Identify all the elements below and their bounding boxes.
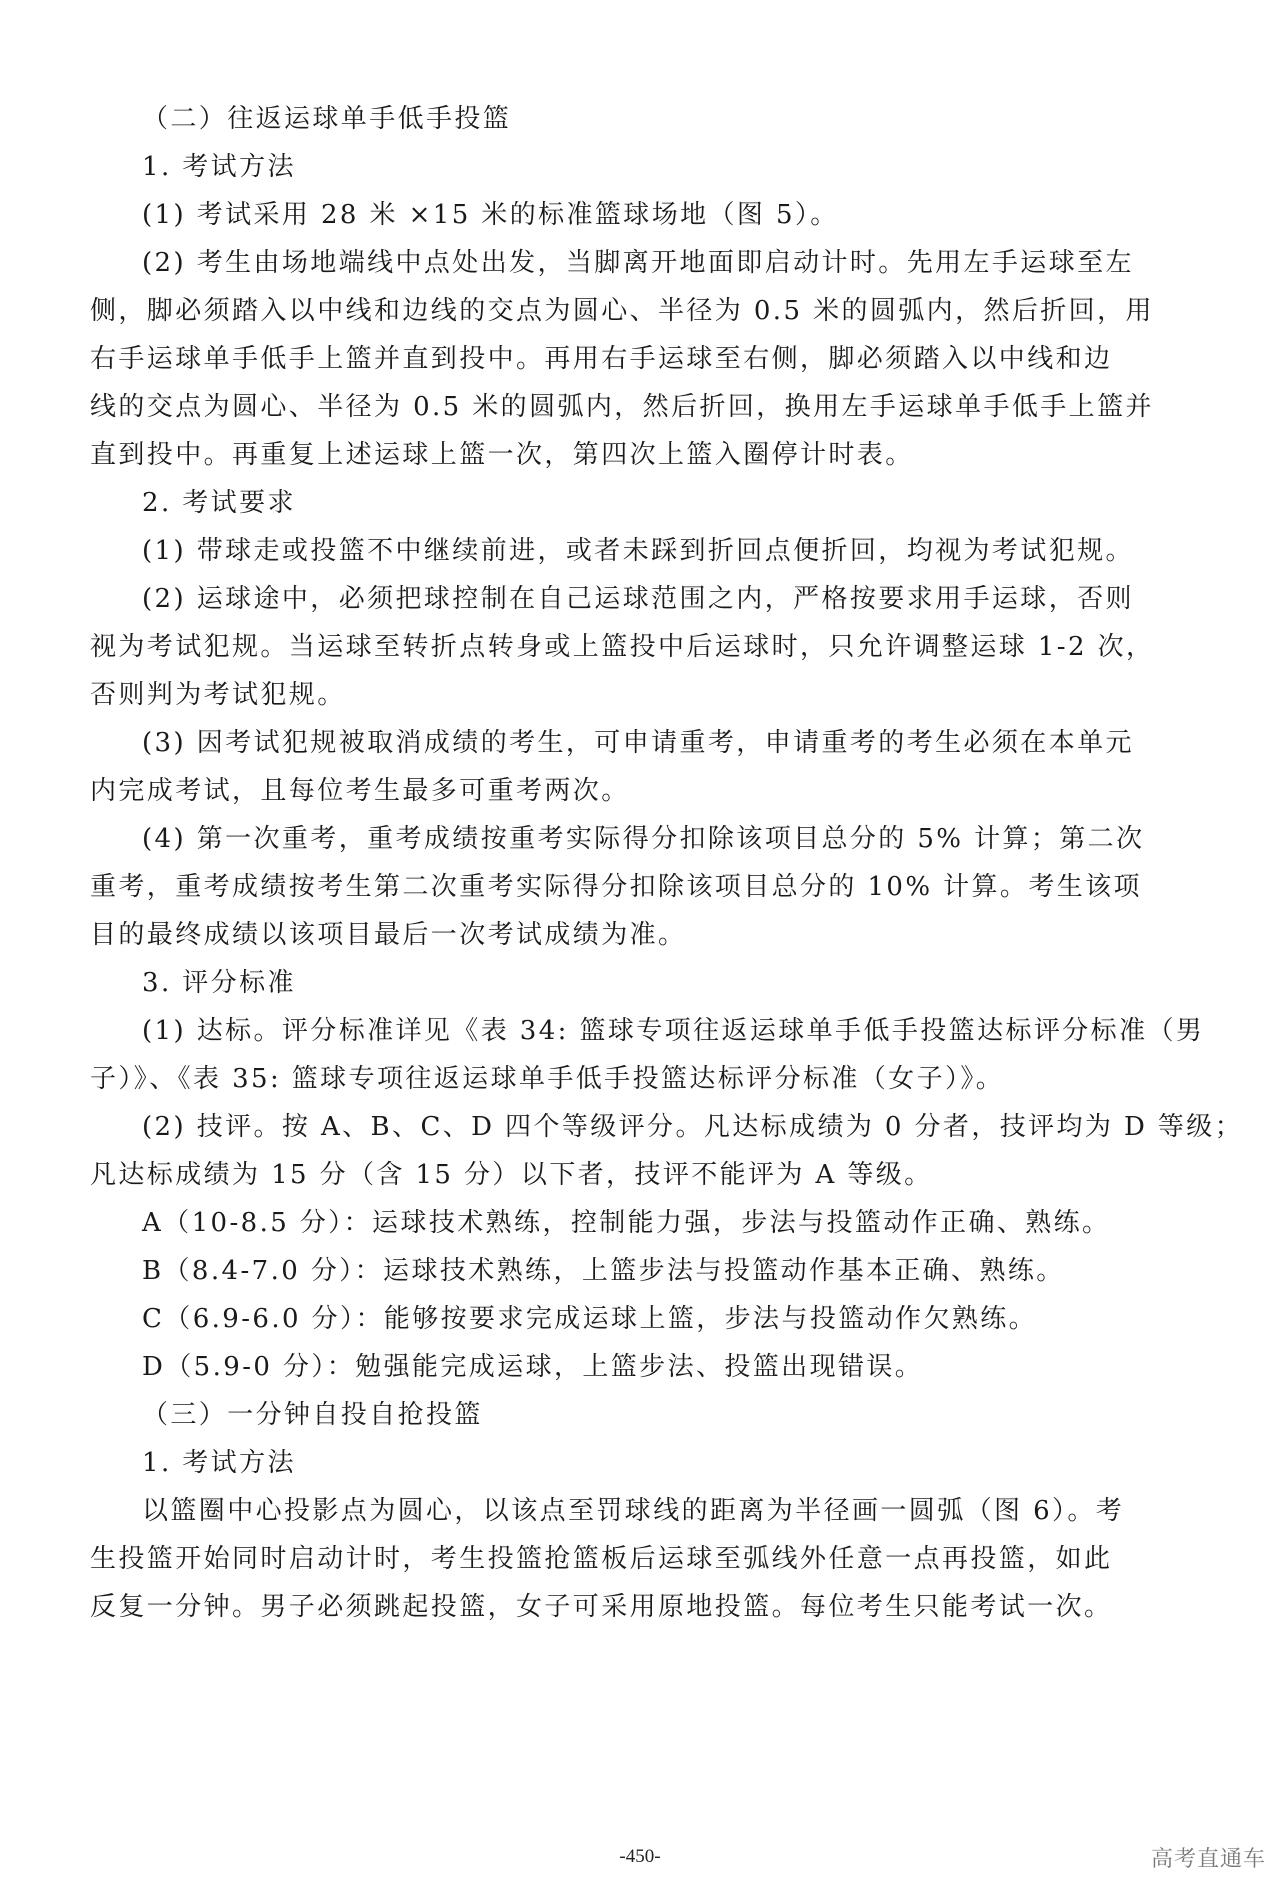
paragraph-line: (1) 达标。评分标准详见《表 34: 篮球专项往返运球单手低手投篮达标评分标准（男 [142,1016,1205,1046]
paragraph-line: 直到投中。再重复上述运球上篮一次，第四次上篮入圈停计时表。 [90,440,914,470]
paragraph-line: 以篮圈中心投影点为圆心，以该点至罚球线的距离为半径画一圆弧（图 6）。考 [142,1496,1125,1526]
section-heading: （三）一分钟自投自抢投篮 [142,1400,483,1430]
grade-item: D（5.9-0 分）：勉强能完成运球，上篮步法、投篮出现错误。 [142,1352,924,1382]
paragraph-line: (1) 带球走或投篮不中继续前进，或者未踩到折回点便折回，均视为考试犯规。 [142,536,1134,566]
paragraph-line: (2) 运球途中，必须把球控制在自己运球范围之内，严格按要求用手运球，否则 [142,584,1134,614]
grade-item: A（10-8.5 分）：运球技术熟练，控制能力强，步法与投篮动作正确、熟练。 [142,1208,1111,1238]
paragraph-line: 目的最终成绩以该项目最后一次考试成绩为准。 [90,920,687,950]
paragraph-line: 否则判为考试犯规。 [90,680,346,710]
subsection-heading: 3. 评分标准 [142,968,296,998]
paragraph-line: 视为考试犯规。当运球至转折点转身或上篮投中后运球时，只允许调整运球 1-2 次， [90,632,1155,662]
grade-item: B（8.4-7.0 分）：运球技术熟练，上篮步法与投篮动作基本正确、熟练。 [142,1256,1065,1286]
paragraph-line: 反复一分钟。男子必须跳起投篮，女子可采用原地投篮。每位考生只能考试一次。 [90,1592,1113,1622]
paragraph-line: (2) 考生由场地端线中点处出发，当脚离开地面即启动计时。先用左手运球至左 [142,248,1134,278]
grade-item: C（6.9-6.0 分）：能够按要求完成运球上篮，步法与投篮动作欠熟练。 [142,1304,1038,1334]
paragraph-line: 子）》、《表 35: 篮球专项往返运球单手低手投篮达标评分标准（女子）》。 [90,1064,1005,1094]
paragraph-line: 重考，重考成绩按考生第二次重考实际得分扣除该项目总分的 10% 计算。考生该项 [90,872,1142,902]
section-heading: （二）往返运球单手低手投篮 [142,104,512,134]
subsection-heading: 2. 考试要求 [142,488,296,518]
subsection-heading: 1. 考试方法 [142,152,296,182]
paragraph-line: 内完成考试，且每位考生最多可重考两次。 [90,776,630,806]
paragraph-line: (2) 技评。按 A、B、C、D 四个等级评分。凡达标成绩为 0 分者，技评均为 D 等级； [142,1112,1244,1142]
paragraph-line: 线的交点为圆心、半径为 0.5 米的圆弧内，然后折回，换用左手运球单手低手上篮并 [90,392,1154,422]
paragraph-line: (4) 第一次重考，重考成绩按重考实际得分扣除该项目总分的 5% 计算；第二次 [142,824,1145,854]
watermark-brand: 高考直通车 [1150,1847,1266,1872]
page-number: -450- [619,1846,661,1867]
paragraph-line: 右手运球单手低手上篮并直到投中。再用右手运球至右侧，脚必须踏入以中线和边 [90,344,1113,374]
document-body [90,95,1244,1631]
paragraph-line: 凡达标成绩为 15 分（含 15 分）以下者，技评不能评为 A 等级。 [90,1160,933,1190]
paragraph-line: (3) 因考试犯规被取消成绩的考生，可申请重考，申请重考的考生必须在本单元 [142,728,1134,758]
paragraph-line: (1) 考试采用 28 米 ×15 米的标准篮球场地（图 5）。 [142,200,839,230]
subsection-heading: 1. 考试方法 [142,1448,296,1478]
paragraph-line: 侧，脚必须踏入以中线和边线的交点为圆心、半径为 0.5 米的圆弧内，然后折回，用 [90,296,1154,326]
paragraph-line: 生投篮开始同时启动计时，考生投篮抢篮板后运球至弧线外任意一点再投篮，如此 [90,1544,1113,1574]
